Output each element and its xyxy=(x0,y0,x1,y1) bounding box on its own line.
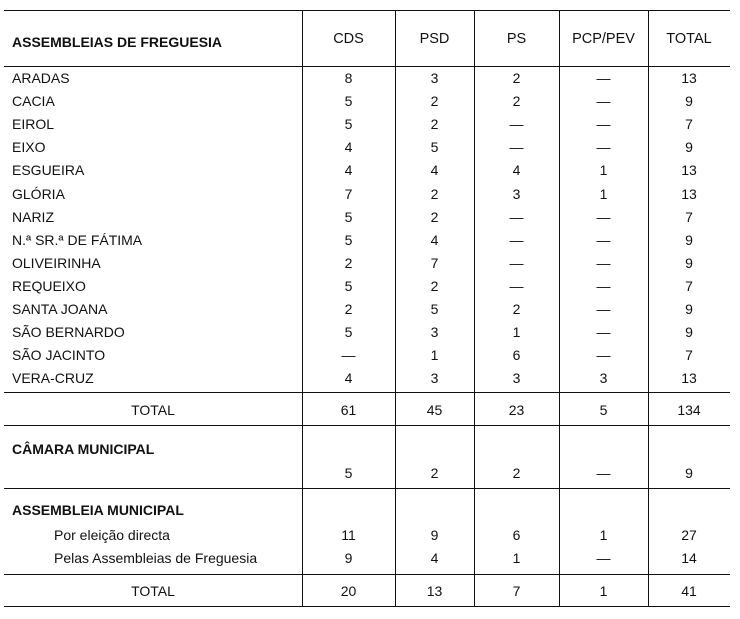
freguesia-value: 3 xyxy=(430,370,439,386)
freguesia-name: CACIA xyxy=(12,93,55,109)
freguesia-value: 2 xyxy=(344,255,353,271)
bottom-rule xyxy=(4,606,730,607)
col-header-cds: CDS xyxy=(333,31,364,47)
camara-value: 2 xyxy=(512,465,521,481)
results-table xyxy=(4,10,730,607)
freguesia-value: 3 xyxy=(430,70,439,86)
freguesia-value: 1 xyxy=(430,347,439,363)
freguesia-total-label: TOTAL xyxy=(131,402,175,418)
freguesia-bottom-rule xyxy=(4,425,730,426)
freguesia-value: 13 xyxy=(681,370,697,386)
col-header-total: TOTAL xyxy=(666,31,712,47)
freguesia-name: SÃO JACINTO xyxy=(12,347,106,363)
municipal-total-value: 1 xyxy=(599,583,608,599)
freguesia-value: — xyxy=(509,139,524,155)
freguesia-value: 1 xyxy=(599,162,608,178)
freguesia-value: — xyxy=(596,255,611,271)
freguesia-value: 5 xyxy=(430,301,439,317)
freguesia-value: 7 xyxy=(685,209,693,225)
freguesia-value: 5 xyxy=(430,139,439,155)
freguesia-name: N.ª SR.ª DE FÁTIMA xyxy=(12,232,143,248)
freguesia-value: 2 xyxy=(512,93,521,109)
municipal-value: 27 xyxy=(681,527,697,543)
freguesia-total-value: 134 xyxy=(677,402,701,418)
municipal-value: 4 xyxy=(430,550,439,566)
municipal-value: 1 xyxy=(512,550,521,566)
freguesia-value: 9 xyxy=(685,324,693,340)
header-rule xyxy=(4,66,730,67)
freguesia-value: 6 xyxy=(512,347,521,363)
freguesia-value: 13 xyxy=(681,70,697,86)
freguesia-name: VERA-CRUZ xyxy=(12,370,94,386)
freguesia-name: ARADAS xyxy=(12,70,70,86)
col-header-psd: PSD xyxy=(419,31,450,47)
freguesia-value: 8 xyxy=(344,70,353,86)
freguesia-value: 3 xyxy=(599,370,608,386)
freguesia-total-value: 5 xyxy=(599,402,608,418)
municipal-row-name: Pelas Assembleias de Freguesia xyxy=(54,550,258,566)
camara-value: 9 xyxy=(685,465,693,481)
camara-bottom-rule xyxy=(4,488,730,489)
freguesia-value: — xyxy=(509,116,524,132)
municipal-value: 9 xyxy=(430,527,439,543)
freguesia-value: — xyxy=(596,324,611,340)
municipal-value: 14 xyxy=(681,550,697,566)
freguesia-value: 7 xyxy=(344,186,353,202)
freguesia-value: 4 xyxy=(430,162,439,178)
freguesia-value: 2 xyxy=(430,278,439,294)
municipal-total-value: 41 xyxy=(681,583,697,599)
municipal-value: 6 xyxy=(512,527,521,543)
freguesia-value: 9 xyxy=(685,139,693,155)
section-title-camara: CÂMARA MUNICIPAL xyxy=(12,441,155,457)
freguesia-value: — xyxy=(596,301,611,317)
freguesia-value: — xyxy=(596,93,611,109)
freguesia-name: OLIVEIRINHA xyxy=(12,255,101,271)
freguesia-name: EIXO xyxy=(12,139,46,155)
freguesia-value: 7 xyxy=(685,347,693,363)
freguesia-name: REQUEIXO xyxy=(12,278,86,294)
freguesia-value: — xyxy=(596,232,611,248)
freguesia-name: NARIZ xyxy=(12,209,54,225)
freguesia-value: 1 xyxy=(512,324,521,340)
freguesia-value: 3 xyxy=(512,370,521,386)
freguesia-value: 4 xyxy=(344,370,353,386)
section-title-freguesia: ASSEMBLEIAS DE FREGUESIA xyxy=(12,34,223,50)
freguesia-value: — xyxy=(596,139,611,155)
freguesia-value: 5 xyxy=(344,324,353,340)
freguesia-value: 2 xyxy=(512,70,521,86)
freguesia-name: SANTA JOANA xyxy=(12,301,108,317)
freguesia-value: — xyxy=(341,347,356,363)
municipal-total-value: 7 xyxy=(512,583,521,599)
freguesia-name: ESGUEIRA xyxy=(12,162,85,178)
freguesia-value: 2 xyxy=(430,93,439,109)
freguesia-value: 4 xyxy=(430,232,439,248)
camara-value: 5 xyxy=(344,465,353,481)
freguesia-value: 13 xyxy=(681,162,697,178)
freguesia-value: — xyxy=(509,232,524,248)
municipal-total-value: 13 xyxy=(426,583,443,599)
freguesia-value: 5 xyxy=(344,116,353,132)
freguesia-value: — xyxy=(509,255,524,271)
camara-value: 2 xyxy=(430,465,439,481)
freguesia-value: — xyxy=(509,209,524,225)
freguesia-value: — xyxy=(596,209,611,225)
freguesia-value: 4 xyxy=(344,139,353,155)
freguesia-value: 4 xyxy=(512,162,521,178)
freguesia-value: 7 xyxy=(685,278,693,294)
col-header-ps: PS xyxy=(506,31,527,47)
freguesia-value: 9 xyxy=(685,301,693,317)
municipal-value: 11 xyxy=(341,527,356,543)
freguesia-value: — xyxy=(596,278,611,294)
freguesia-total-value: 45 xyxy=(426,402,443,418)
freguesia-value: — xyxy=(596,347,611,363)
top-rule xyxy=(4,10,730,11)
freguesia-total-value: 61 xyxy=(340,402,357,418)
freguesia-value: 5 xyxy=(344,209,353,225)
freguesia-value: 5 xyxy=(344,93,353,109)
freguesia-value: — xyxy=(596,116,611,132)
freguesia-value: 9 xyxy=(685,93,693,109)
municipal-row-name: Por eleição directa xyxy=(54,527,170,543)
freguesia-value: 3 xyxy=(512,186,521,202)
freguesia-value: 5 xyxy=(344,278,353,294)
municipal-value: — xyxy=(596,550,611,566)
freguesia-value: — xyxy=(596,70,611,86)
municipal-total-label: TOTAL xyxy=(131,583,175,599)
freguesia-value: 7 xyxy=(685,116,693,132)
municipal-total-value: 20 xyxy=(340,583,357,599)
municipal-value: 1 xyxy=(599,527,608,543)
freguesia-value: 2 xyxy=(344,301,353,317)
freguesia-name: EIROL xyxy=(12,116,55,132)
freguesia-value: 2 xyxy=(430,116,439,132)
freguesia-value: 9 xyxy=(685,232,693,248)
freguesia-value: — xyxy=(509,278,524,294)
freguesia-value: 2 xyxy=(430,209,439,225)
municipal-total-rule xyxy=(4,574,730,575)
freguesia-value: 7 xyxy=(430,255,439,271)
freguesia-name: GLÓRIA xyxy=(12,186,65,202)
section-title-municipal: ASSEMBLEIA MUNICIPAL xyxy=(12,502,184,518)
freguesia-value: 13 xyxy=(681,186,697,202)
freguesia-value: 3 xyxy=(430,324,439,340)
freguesia-value: 1 xyxy=(599,186,608,202)
municipal-value: 9 xyxy=(344,550,353,566)
freguesia-name: SÃO BERNARDO xyxy=(12,324,125,340)
freguesia-value: 2 xyxy=(430,186,439,202)
freguesia-value: 5 xyxy=(344,232,353,248)
freguesia-total-rule xyxy=(4,392,730,393)
col-header-pcp-pev: PCP/PEV xyxy=(572,31,635,47)
freguesia-total-value: 23 xyxy=(508,402,525,418)
camara-value: — xyxy=(596,465,611,481)
freguesia-value: 4 xyxy=(344,162,353,178)
freguesia-value: 9 xyxy=(685,255,693,271)
freguesia-value: 2 xyxy=(512,301,521,317)
